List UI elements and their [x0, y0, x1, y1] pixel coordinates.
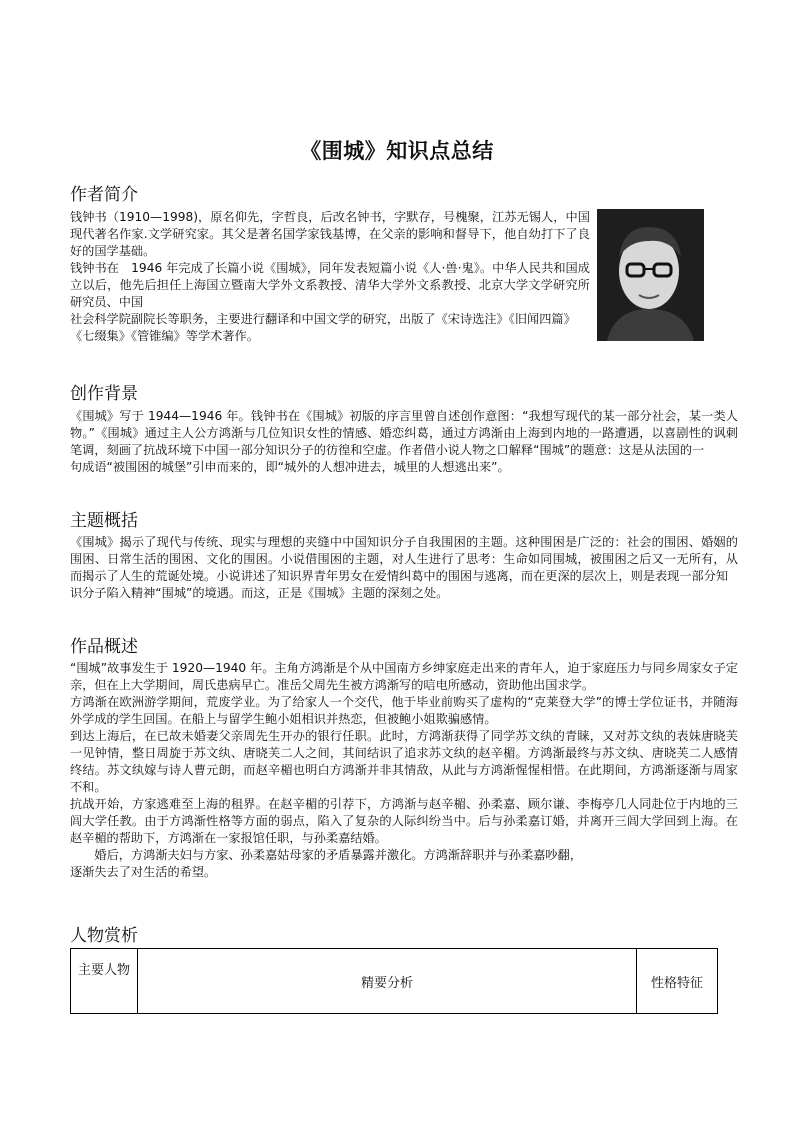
table-header-row	[71, 949, 718, 1014]
summary-paragraph	[70, 660, 738, 881]
author-line-3: 社会科学院副院长等职务，主要进行翻译和中国文学的研究，出版了《宋诗选注》《旧闻四篇》	[70, 312, 576, 326]
characters-table	[70, 948, 718, 1014]
author-line-4: 《七缀集》《管锥编》等学术著作。	[70, 329, 259, 343]
page-title: 《围城》知识点总结	[300, 139, 494, 163]
background-line-2: 句成语“被围困的城堡”引申而来的，即“城外的人想冲进去，城里的人想逃出来”。	[70, 460, 510, 474]
heading-theme: 主题概括	[70, 511, 138, 531]
table-header-cell: 主要人物	[71, 949, 138, 1014]
table-header-cell: 性格特征	[637, 949, 718, 1014]
theme-line-2: 识分子陷入精神“围城”的境遇。而这，正是《围城》主题的深刻之处。	[70, 586, 449, 600]
background-line-1: 《围城》写于 1944—1946 年。钱钟书在《围城》初版的序言里曾自述创作意图：“我想写现代的某一部分社会，某一类人物。”《围城》通过主人公方鸿渐与几位知识女性的情感、婚恋纠葛，通过方鸿渐由上海到内地的一路遭遇，以喜剧性的讽刺笔调，刻画了抗战环境下中国一部分知识分子的彷徨和空虚。作者借小说人物之口解释“围城”的题意：这是从法国的一	[70, 409, 738, 457]
summary-line-1: “围城”故事发生于 1920—1940 年。主角方鸿渐是个从中国南方乡绅家庭走出来的青年人，迫于家庭压力与同乡周家女子定亲，但在上大学期间，周氏患病早亡。准岳父周先生被方鸿渐写的唁电所感动，资助他出国求学。	[70, 661, 738, 692]
portrait-icon	[597, 209, 704, 341]
summary-line-3: 到达上海后，在已故未婚妻父亲周先生开办的银行任职。此时，方鸿渐获得了同学苏文纨的青睐，又对苏文纨的表妹唐晓芙一见钟情，整日周旋于苏文纨、唐晓芙二人之间，其间结识了追求苏文纨的赵辛楣。方鸿渐最终与苏文纨、唐晓芙二人感情终结。苏文纨嫁与诗人曹元朗，而赵辛楣也明白方鸿渐并非其情敌，从此与方鸿渐惺惺相惜。在此期间，方鸿渐逐渐与周家不和。	[70, 729, 738, 794]
summary-line-2: 方鸿渐在欧洲游学期间，荒废学业。为了给家人一个交代，他于毕业前购买了虚构的“克莱登大学”的博士学位证书，并随海外学成的学生回国。在船上与留学生鲍小姐相识并热恋，但被鲍小姐欺骗感情。	[70, 695, 738, 726]
summary-line-5: 婚后，方鸿渐夫妇与方家、孙柔嘉姑母家的矛盾暴露并激化。方鸿渐辞职并与孙柔嘉吵翻，	[94, 848, 582, 862]
heading-background: 创作背景	[70, 384, 138, 404]
heading-author: 作者简介	[70, 185, 138, 205]
summary-line-4: 抗战开始，方家逃难至上海的租界。在赵辛楣的引荐下，方鸿渐与赵辛楣、孙柔嘉、顾尔谦、李梅亭几人同赴位于内地的三闾大学任教。由于方鸿渐性格等方面的弱点，陷入了复杂的人际纠纷当中。后与孙柔嘉订婚，并离开三闾大学回到上海。在赵辛楣的帮助下，方鸿渐在一家报馆任职，与孙柔嘉结婚。	[70, 797, 738, 845]
background-paragraph	[70, 408, 738, 476]
heading-characters: 人物赏析	[70, 926, 138, 946]
heading-summary: 作品概述	[70, 637, 138, 657]
author-line-2: 钱钟书在 1946 年完成了长篇小说《围城》，同年发表短篇小说《人·兽·鬼》。中华人民共和国成立以后，他先后担任上海国立暨南大学外文系教授、清华大学外文系教授、北京大学文学研究所研究员、中国	[70, 261, 590, 309]
table-header-cell: 精要分析	[138, 949, 637, 1014]
theme-line-1: 《围城》揭示了现代与传统、现实与理想的夹缝中中国知识分子自我围困的主题。这种围困是广泛的：社会的围困、婚姻的围困、日常生活的围困、文化的围困。小说借围困的主题，对人生进行了思考：生命如同围城，被围困之后又一无所有，从而揭示了人生的荒诞处境。小说讲述了知识界青年男女在爱情纠葛中的围困与逃离，而在更深的层次上，则是表现一部分知	[70, 535, 738, 583]
author-paragraph	[70, 209, 590, 345]
author-portrait-photo	[597, 209, 704, 341]
theme-paragraph	[70, 534, 738, 602]
author-line-1: 钱钟书（1910—1998)，原名仰先，字哲良，后改名钟书，字默存，号槐聚，江苏无锡人，中国现代著名作家.文学研究家。其父是著名国学家钱基博，在父亲的影响和督导下，他自幼打下了良好的国学基础。	[70, 210, 590, 258]
summary-line-6: 逐渐失去了对生活的希望。	[70, 865, 217, 879]
